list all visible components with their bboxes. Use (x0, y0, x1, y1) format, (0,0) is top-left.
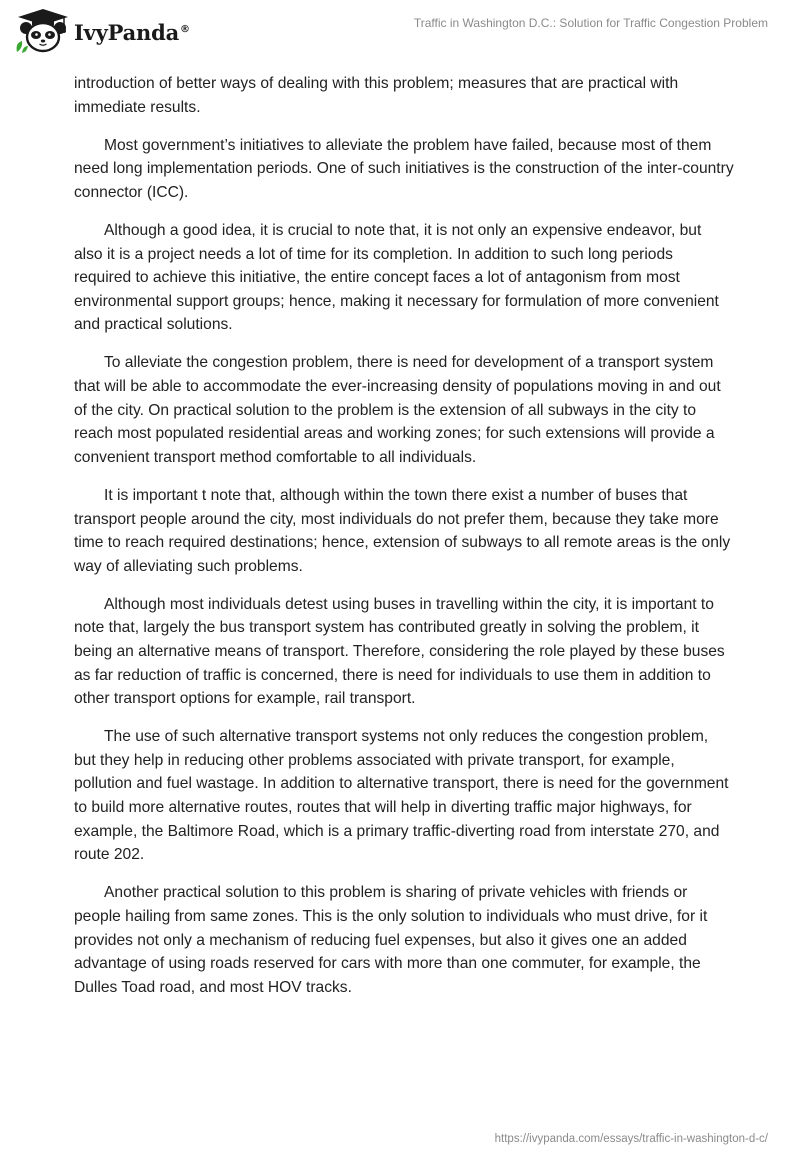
page-header (0, 0, 800, 66)
paragraph-6: Although most individuals detest using buses in travelling within the city, it is important to note that, largely the bus transport system has contributed greatly in solving the problem, it being an alternative means of transport. Therefore, considering the role played by these buses as far reduction of traffic is concerned, there is need for individuals to use them in addition to other transport options for example, rail transport. (74, 595, 725, 708)
brand-logo[interactable] (14, 8, 190, 54)
paragraph-5: It is important t note that, although within the town there exist a number of buses that transport people around the city, most individuals do not prefer them, because they take more time to reach required destinations; hence, extension of subways to all remote areas is the only way of alleviating such problems. (74, 486, 731, 575)
paragraph-4: To alleviate the congestion problem, there is need for development of a transport system that will be able to accommodate the ever-increasing density of populations moving in and out of the city. On practical solution to the problem is the extension of all subways in the city to reach most populated residential areas and working zones; for such extensions will provide a convenient transport method comfortable to all individuals. (74, 354, 721, 466)
paragraph-3: Although a good idea, it is crucial to note that, it is not only an expensive endeavor, but also it is a project needs a lot of time for its completion. In addition to such long periods required to achieve this initiative, the entire concept faces a lot of antagonism from most environmental support groups; hence, making it necessary for formulation of more convenient and practical solutions. (74, 221, 719, 334)
brand-name: IvyPanda® (74, 19, 190, 45)
essay-body (74, 72, 734, 1014)
panda-graduate-logo-icon (14, 8, 72, 54)
paragraph-7: The use of such alternative transport systems not only reduces the congestion problem, but they help in reducing other problems associated with private transport, for example, pollution and fuel wastage. In addition to alternative transport, there is need for the government to build more alternative routes, routes that will help in diverting traffic major highways, for example, the Baltimore Road, which is a primary traffic-diverting road from interstate 270, and route 202. (74, 728, 729, 864)
paragraph-2: Most government’s initiatives to alleviate the problem have failed, because most of them need long implementation periods. One of such initiatives is the construction of the inter-country connector (ICC). (74, 136, 734, 201)
registered-mark: ® (180, 23, 190, 35)
paragraph-8: Another practical solution to this problem is sharing of private vehicles with friends or people hailing from same zones. This is the only solution to individuals who must drive, for it provides not only a mechanism of reducing fuel expenses, but also it gives one an added advantage of using roads reserved for cars with more than one commuter, for example, the Dulles Toad road, and most HOV tracks. (74, 884, 708, 996)
paragraph-1: introduction of better ways of dealing with this problem; measures that are practical with immediate results. (74, 75, 679, 116)
document-title: Traffic in Washington D.C.: Solution for Traffic Congestion Problem (413, 16, 768, 30)
source-url-link[interactable]: https://ivypanda.com/essays/traffic-in-washington-d-c/ (494, 1133, 768, 1145)
